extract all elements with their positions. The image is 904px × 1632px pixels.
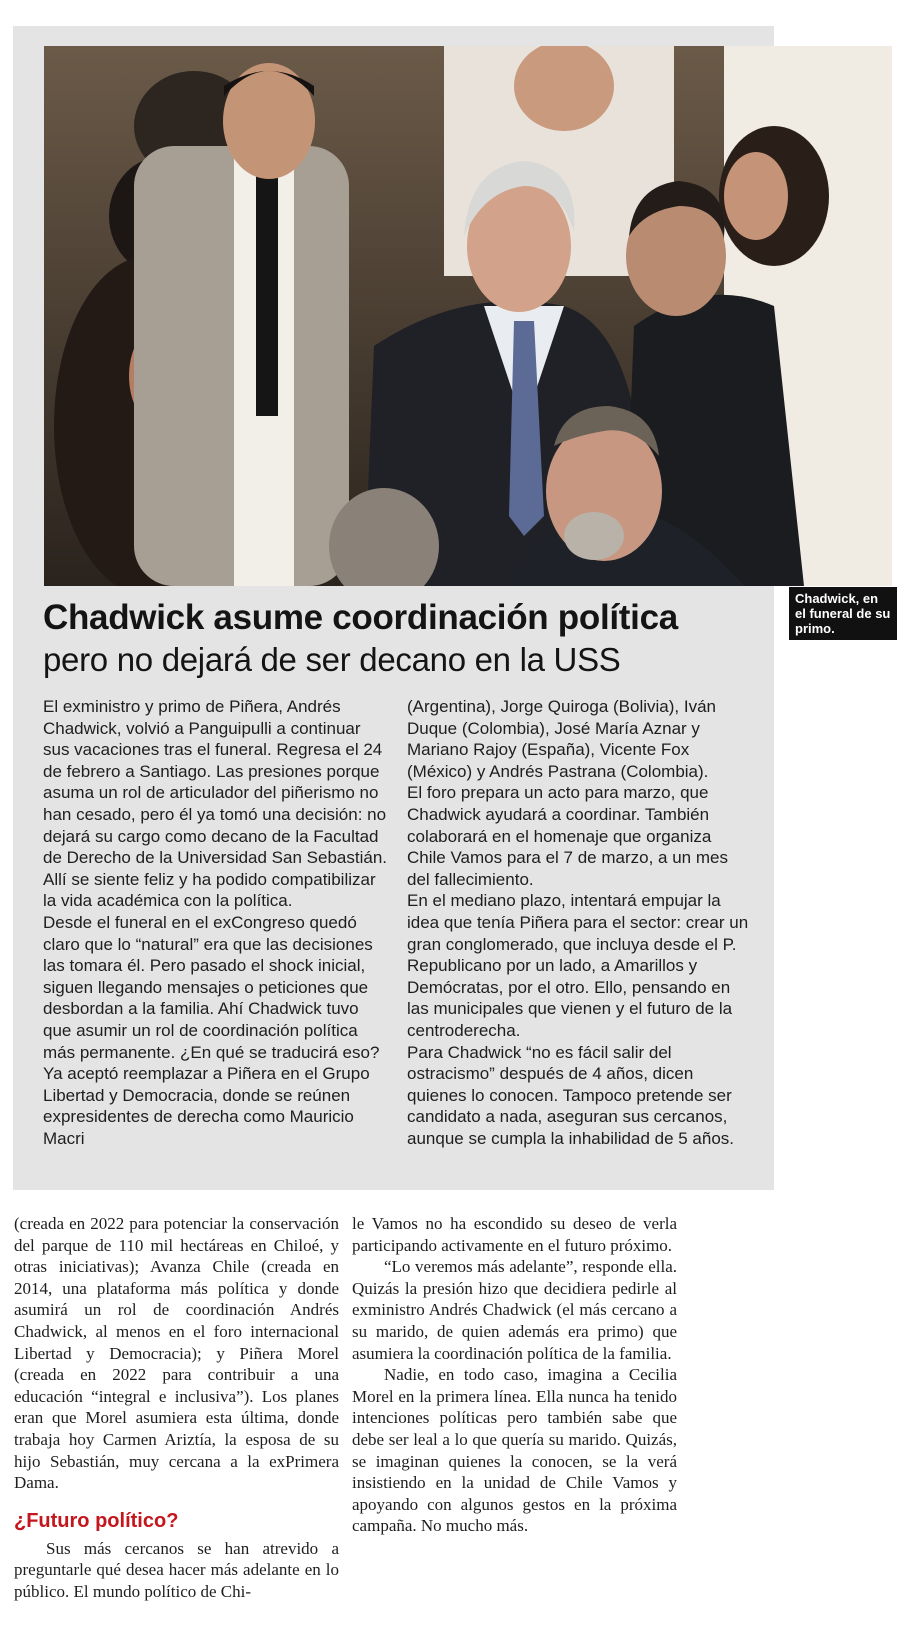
paragraph: El foro prepara un acto para marzo, que Chadwick ayudará a coordinar. También colaborará en el homenaje que organiza Chile Vamos para el 7 de marzo, a un mes del fallecimiento. <box>407 783 728 889</box>
paragraph: Sus más cercanos se han atrevido a preguntarle qué desea hacer más adelante en lo público. El mundo político de Chi- <box>14 1538 339 1601</box>
photo-caption: Chadwick, en el funeral de su primo. <box>789 587 897 640</box>
paragraph: le Vamos no ha escondido su deseo de verla participando activamente en el futuro próximo. <box>352 1214 677 1255</box>
section-heading: ¿Futuro político? <box>14 1509 179 1532</box>
paragraph: En el mediano plazo, intentará empujar la idea que tenía Piñera para el sector: crear un gran conglomerado, que incluya desde el P. Republicano por un lado, a Amarillos y Demócratas, por el otro. Ello, pensando en las municipales que vienen y el futuro de la centroderecha. <box>407 891 749 1040</box>
paragraph: El exministro y primo de Piñera, Andrés Chadwick, volvió a Panguipulli a continuar sus vacaciones tras el funeral. Regresa el 24 de febrero a Santiago. Las presiones porque asuma un rol de articulador del piñerismo no han cesado, pero él ya tomó una decisión: no dejará su cargo como decano de la Facultad de Derecho de la Universidad San Sebastián. Allí se siente feliz y ha podido compatibilizar la vida académica con la política. <box>43 697 387 911</box>
paragraph: (creada en 2022 para potenciar la conservación del parque de 110 mil hectáreas en Chiloé, y otras iniciativas); Avanza Chile (creada en 2014, una plataforma más política y donde asumirá un rol de coordinación Andrés Chadwick, al menos en el foro internacional Libertad y Democracia); y Piñera Morel (creada en 2022 para contribuir a una educación “integral e inclusiva”). Los planes eran que Morel asumiera esta última, donde trabaja hoy Carmen Ariztía, la esposa de su hijo Sebastián, muy cercana a la exPrimera Dama. <box>14 1214 339 1493</box>
news-photo <box>44 46 892 586</box>
paragraph: Para Chadwick “no es fácil salir del ostracismo” después de 4 años, dicen quienes lo conocen. Tampoco pretende ser candidato a nada, aseguran sus cercanos, aunque se cumpla la inhabilidad de 5 años. <box>407 1042 735 1148</box>
box-column-1 <box>43 696 387 1149</box>
body-column-2 <box>352 1213 677 1537</box>
paragraph: Desde el funeral en el exCongreso quedó claro que lo “natural” era que las decisiones las tomara él. Pero pasado el shock inicial, siguen llegando mensajes o peticiones que desbordan a la familia. Ahí Chadwick tuvo que asumir un rol de coordinación política más permanente. ¿En qué se traducirá eso? Ya aceptó reemplazar a Piñera en el Grupo Libertad y Democracia, donde se reúnen expresidentes de derecha como Mauricio Macri <box>43 912 380 1148</box>
headline: Chadwick asume coordinación política <box>43 598 678 637</box>
paragraph: “Lo veremos más adelante”, responde ella. Quizás la presión hizo que decidiera pedirle al exministro Andrés Chadwick (el más cercano a su marido, de quien además era primo) que asumiera la coordinación política de la familia. <box>352 1257 677 1363</box>
paragraph: Nadie, en todo caso, imagina a Cecilia Morel en la primera línea. Ella nunca ha tenido intenciones políticas pero también sabe que debe ser leal a lo que quería su marido. Quizás, se imaginan quienes la conocen, se la verá insistiendo en la unidad de Chile Vamos y apoyando con algunos gestos en la próxima campaña. No mucho más. <box>352 1365 677 1536</box>
photo-illustration <box>44 46 892 586</box>
paragraph: (Argentina), Jorge Quiroga (Bolivia), Iván Duque (Colombia), José María Aznar y Mariano Rajoy (España), Vicente Fox (México) y Andrés Pastrana (Colombia). <box>407 697 716 781</box>
subheadline: pero no dejará de ser decano en la USS <box>43 641 621 678</box>
body-column-1 <box>14 1213 339 1603</box>
box-column-2 <box>407 696 751 1149</box>
